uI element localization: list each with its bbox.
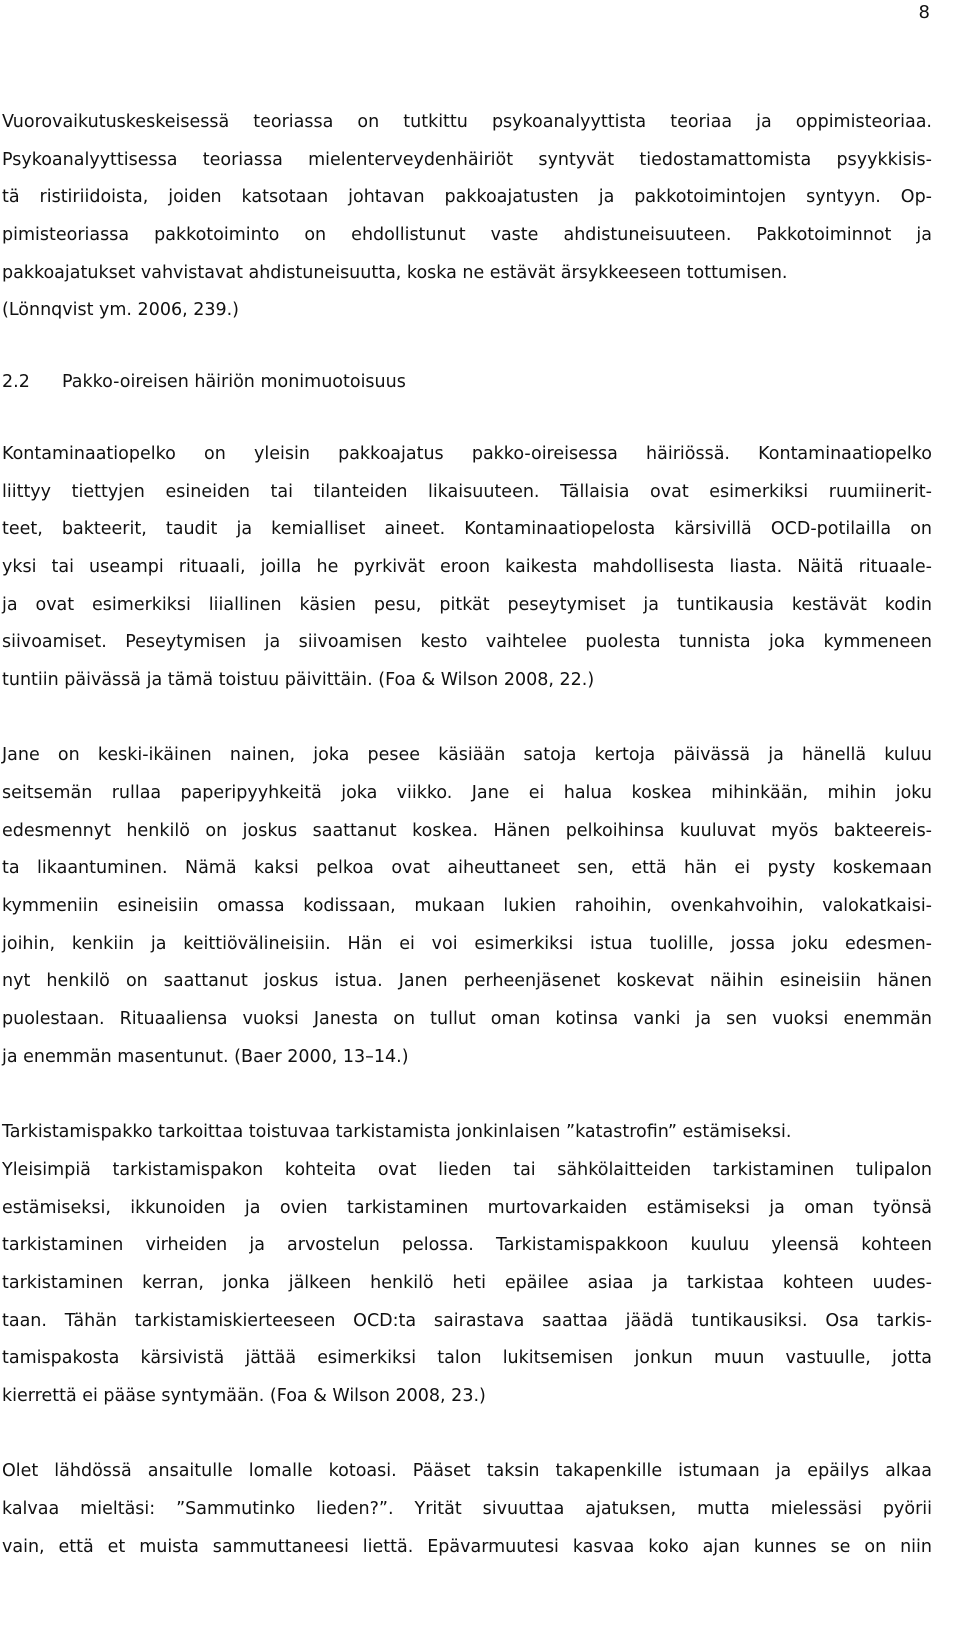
text-line: tamispakosta kärsivistä jättää esimerkiksi talon lukitsemisen jonkun muun vastuulle, jotta	[2, 1348, 932, 1369]
text-line: joihin, kenkiin ja keittiövälineisiin. Hän ei voi esimerkiksi istua tuolille, jossa joku edesmen-	[2, 933, 932, 954]
text-line: yksi tai useampi rituaali, joilla he pyrkivät eroon kaikesta mahdollisesta liasta. Näitä rituaale-	[2, 556, 932, 577]
section-title: Pakko-oireisen häiriön monimuotoisuus	[62, 372, 406, 393]
text-line: pakkoajatukset vahvistavat ahdistuneisuutta, koska ne estävät ärsykkeeseen tottumisen.	[2, 262, 788, 283]
paragraph-checking	[2, 1114, 932, 1416]
text-line: siivoamiset. Peseytymisen ja siivoamisen kesto vaihtelee puolesta tunnista joka kymmeneen	[2, 632, 932, 653]
text-line: kierrettä ei pääse syntymään. (Foa & Wilson 2008, 23.)	[2, 1386, 486, 1406]
text-line: edesmennyt henkilö on joskus saattanut koskea. Hänen pelkoihinsa kuuluvat myös bakteereis-	[2, 820, 932, 841]
document-body	[2, 104, 932, 1566]
spacer	[2, 330, 932, 364]
text-line: vain, että et muista sammuttaneesi liettä. Epävarmuutesi kasvaa koko ajan kunnes se on niin	[2, 1536, 932, 1557]
text-line: taan. Tähän tarkistamiskierteeseen OCD:ta sairastava saattaa jäädä tuntikausiksi. Osa tarkis-	[2, 1310, 932, 1331]
text-line: ja ovat esimerkiksi liiallinen käsien pesu, pitkät peseytymiset ja tuntikausia kestävät kodin	[2, 594, 932, 615]
paragraph-contamination	[2, 436, 932, 700]
text-line: estämiseksi, ikkunoiden ja ovien tarkistaminen murtovarkaiden estämiseksi ja oman työnsä	[2, 1197, 932, 1218]
text-line: Psykoanalyyttisessa teoriassa mielenterveydenhäiriöt syntyvät tiedostamattomista psyykkisis-	[2, 149, 932, 170]
text-line: tä ristiriidoista, joiden katsotaan johtavan pakkoajatusten ja pakkotoimintojen syntyyn. Op-	[2, 187, 932, 208]
text-line: Kontaminaatiopelko on yleisin pakkoajatus pakko-oireisessa häiriössä. Kontaminaatiopelko	[2, 443, 932, 464]
text-line: teet, bakteerit, taudit ja kemialliset aineet. Kontaminaatiopelosta kärsivillä OCD-potilailla on	[2, 519, 932, 540]
paragraph-theories	[2, 104, 932, 330]
text-line: tuntiin päivässä ja tämä toistuu päivittäin. (Foa & Wilson 2008, 22.)	[2, 669, 595, 690]
spacer	[2, 1416, 932, 1454]
text-line: tarkistaminen kerran, jonka jälkeen henkilö heti epäilee asiaa ja tarkistaa kohteen uudes-	[2, 1272, 932, 1293]
section-number: 2.2	[2, 372, 30, 393]
text-line: Olet lähdössä ansaitulle lomalle kotoasi. Pääset taksin takapenkille istumaan ja epäilys alkaa	[2, 1461, 932, 1482]
text-line: Tarkistamispakko tarkoittaa toistuvaa tarkistamista jonkinlaisen ”katastrofin” estämiseksi.	[2, 1122, 792, 1143]
spacer	[2, 402, 932, 436]
text-line: pimisteoriassa pakkotoiminto on ehdollistunut vaste ahdistuneisuuteen. Pakkotoiminnot ja	[2, 225, 932, 246]
text-line: ja enemmän masentunut. (Baer 2000, 13–14.)	[2, 1046, 409, 1067]
page-number: 8	[918, 2, 930, 23]
spacer	[2, 700, 932, 738]
text-line: tarkistaminen virheiden ja arvostelun pelossa. Tarkistamispakkoon kuuluu yleensä kohteen	[2, 1235, 932, 1256]
text-line: nyt henkilö on saattanut joskus istua. Janen perheenjäsenet koskevat näihin esineisiin hänen	[2, 971, 932, 992]
paragraph-vacation-example	[2, 1453, 932, 1566]
text-line: kalvaa mieltäsi: ”Sammutinko lieden?”. Yrität sivuuttaa ajatuksen, mutta mielessäsi pyörii	[2, 1499, 932, 1520]
paragraph-jane-example	[2, 737, 932, 1076]
text-line: Vuorovaikutuskeskeisessä teoriassa on tutkittu psykoanalyyttista teoriaa ja oppimisteoriaa.	[2, 112, 932, 132]
section-heading	[2, 364, 932, 402]
text-line: Yleisimpiä tarkistamispakon kohteita ovat lieden tai sähkölaitteiden tarkistaminen tulipalon	[2, 1159, 932, 1180]
text-line: Jane on keski-ikäinen nainen, joka pesee käsiään satoja kertoja päivässä ja hänellä kuluu	[2, 745, 932, 766]
text-line: ta likaantuminen. Nämä kaksi pelkoa ovat aiheuttaneet sen, että hän ei pysty koskemaan	[2, 858, 932, 879]
text-line: kymmeniin esineisiin omassa kodissaan, mukaan lukien rahoihin, ovenkahvoihin, valokatkaisi-	[2, 896, 932, 917]
text-line: (Lönnqvist ym. 2006, 239.)	[2, 300, 240, 321]
text-line: liittyy tiettyjen esineiden tai tilanteiden likaisuuteen. Tällaisia ovat esimerkiksi ruumiinerit-	[2, 481, 932, 502]
text-line: puolestaan. Rituaaliensa vuoksi Janesta on tullut oman kotinsa vanki ja sen vuoksi enemmän	[2, 1009, 932, 1030]
spacer	[2, 1077, 932, 1115]
text-line: seitsemän rullaa paperipyyhkeitä joka viikko. Jane ei halua koskea mihinkään, mihin joku	[2, 783, 932, 803]
